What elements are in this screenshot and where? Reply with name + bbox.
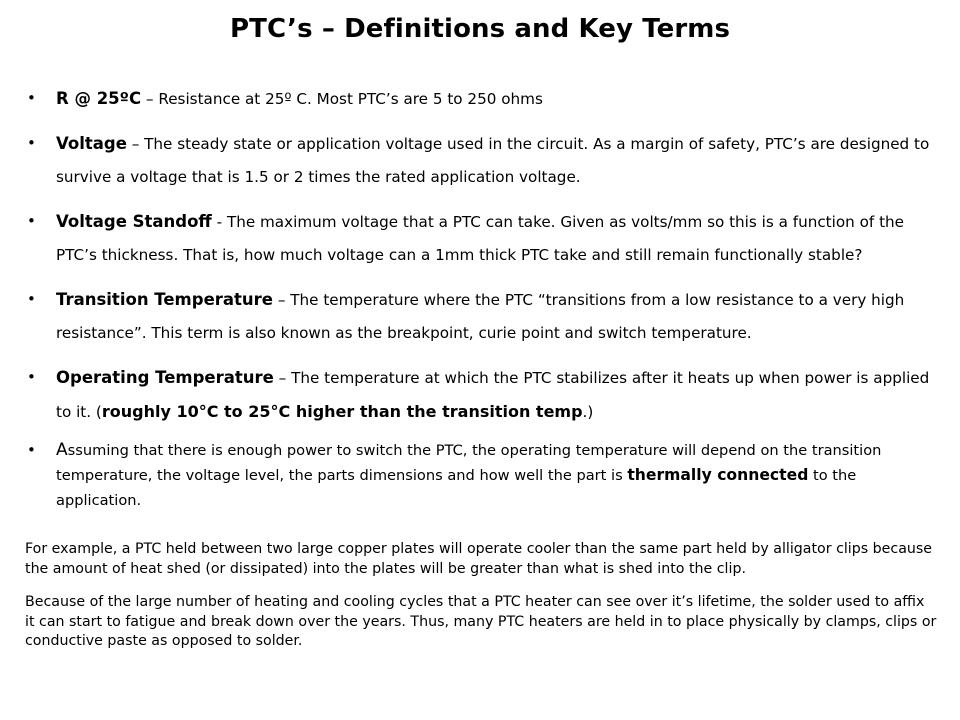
bullet-body	[56, 361, 942, 429]
page-title: PTC’s – Definitions and Key Terms	[229, 14, 731, 44]
bullet-text: ssuming that there is enough power to switch the PTC, the operating temperature will depend on the transition temperature, the voltage level, the parts dimensions and how well the part is	[56, 442, 882, 484]
bullet-marker-icon: •	[27, 89, 36, 107]
bullet-term: Voltage	[56, 134, 127, 153]
bullet-term: Transition Temperature	[56, 290, 273, 309]
bullet-body	[56, 283, 942, 350]
bullet-term: Operating Temperature	[56, 368, 274, 387]
bullet-text-after: .)	[582, 403, 594, 421]
bullet-separator: –	[273, 291, 291, 309]
bullet-item-transition-temperature	[24, 283, 942, 350]
bullet-text: The maximum voltage that a PTC can take. Given as volts/mm so this is a function of the PTC’s thickness. That is, how much voltage can a 1mm thick PTC take and still remain functionally stable?	[56, 213, 904, 264]
bullet-lead-cap: A	[56, 440, 68, 460]
bullet-marker-icon: •	[27, 368, 36, 386]
bullet-body	[56, 127, 942, 194]
bullet-item-voltage-standoff	[24, 205, 942, 272]
bullet-separator: –	[126, 135, 145, 153]
bullet-text: Resistance at 25º C. Most PTC’s are 5 to 250 ohms	[158, 90, 543, 108]
bullet-text: The temperature where the PTC “transitions from a low resistance to a very high resistance”. This term is also known as the breakpoint, curie point and switch temperature.	[56, 291, 905, 342]
bullet-text: The steady state or application voltage used in the circuit. As a margin of safety, PTC’s are designed to survive a voltage that is 1.5 or 2 times the rated application voltage.	[56, 135, 930, 186]
bullet-body	[56, 205, 942, 272]
bullet-item-r-at-25c	[24, 82, 942, 116]
bullet-emphasis: roughly 10°C to 25°C higher than the transition temp	[101, 402, 583, 421]
footer-paragraph-solder: Because of the large number of heating and cooling cycles that a PTC heater can see over it’s lifetime, the solder used to affix it can start to fatigue and break down over the years. Thus, many PTC heaters are held in to place physically by clamps, clips or conductive paste as opposed to solder.	[25, 594, 937, 649]
footer-paragraph-example: For example, a PTC held between two large copper plates will operate cooler than the same part held by alligator clips because the amount of heat shed (or dissipated) into the plates will be greater than what is shed into the clip.	[25, 541, 933, 577]
bullet-emphasis: thermally connected	[627, 466, 809, 484]
bullet-separator: -	[211, 213, 227, 231]
bullet-item-assuming	[24, 438, 942, 513]
bullet-item-voltage	[24, 127, 942, 194]
footer-note-block	[25, 540, 937, 652]
bullet-body	[56, 438, 942, 513]
bullet-marker-icon: •	[27, 290, 36, 308]
bullet-list	[24, 82, 942, 513]
bullet-term: Voltage Standoff	[56, 212, 212, 231]
bullet-term: R @ 25ºC	[56, 89, 142, 108]
bullet-marker-icon: •	[27, 134, 36, 152]
bullet-text-after: to the application.	[56, 467, 857, 509]
bullet-body	[56, 82, 942, 116]
bullet-separator: –	[273, 369, 292, 387]
bullet-marker-icon: •	[27, 212, 36, 230]
bullet-marker-icon: •	[27, 441, 36, 459]
bullet-text: The temperature at which the PTC stabilizes after it heats up when power is applied to it. (	[56, 369, 930, 421]
bullet-separator: –	[141, 90, 159, 108]
bullet-item-operating-temperature	[24, 361, 942, 429]
